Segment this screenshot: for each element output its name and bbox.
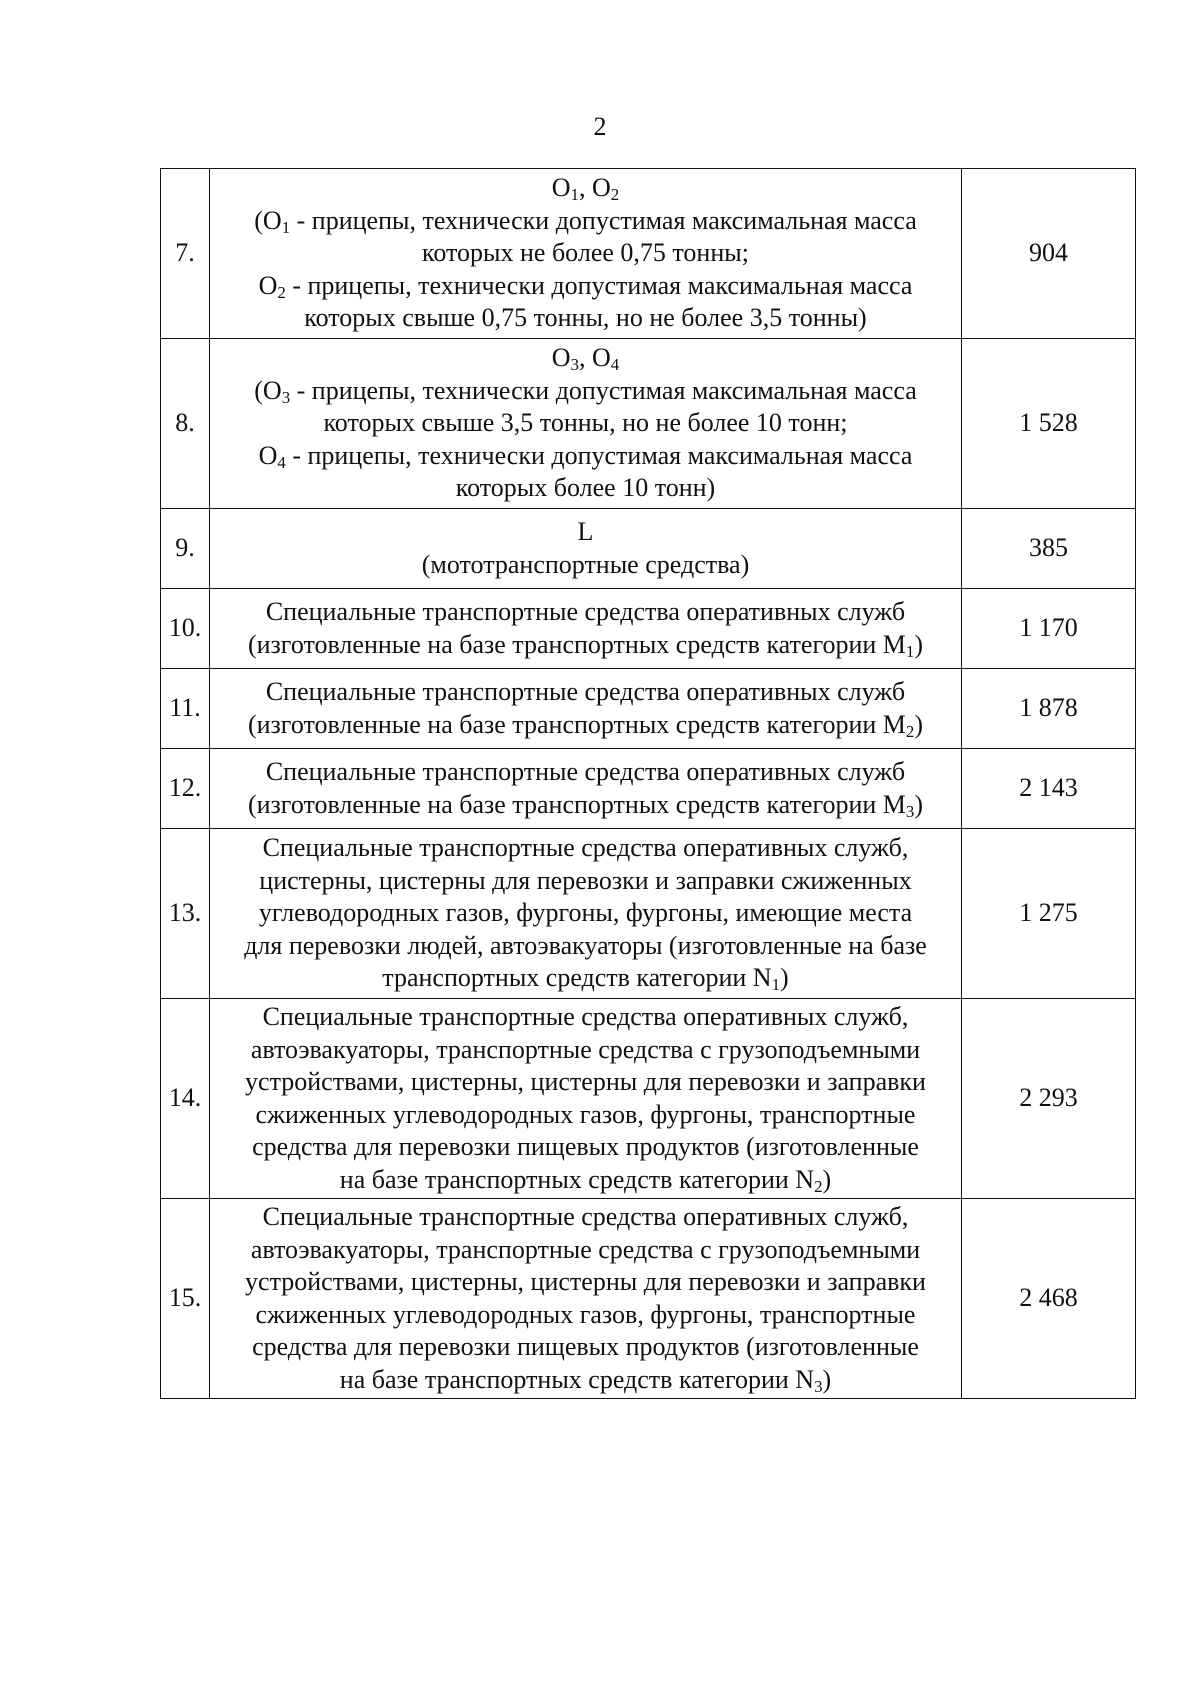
- description-text: Специальные транспортные средства оперативных служб,: [262, 833, 909, 863]
- description-text: которых не более 0,75 тонны;: [422, 238, 749, 268]
- description-line: [210, 270, 961, 303]
- row-number: 10.: [161, 589, 210, 669]
- description-line: [210, 516, 961, 549]
- description-text: которых свыше 0,75 тонны, но не более 3,5 тонны): [304, 303, 867, 333]
- description-text: - прицепы, технически допустимая максимальная масса: [290, 375, 917, 405]
- description-line: [210, 1066, 961, 1099]
- description-line: [210, 549, 961, 582]
- subscript-index: 2: [277, 282, 286, 302]
- description-text: средства для перевозки пищевых продуктов (изготовленные: [252, 1132, 919, 1161]
- description-text: автоэвакуаторы, транспортные средства с грузоподъемными: [250, 1234, 921, 1264]
- description-text: Специальные транспортные средства оперативных служб: [265, 597, 906, 626]
- description-line: [210, 1131, 961, 1164]
- description-line: [210, 1034, 961, 1067]
- description-text: ): [822, 1164, 832, 1194]
- description-text: средства для перевозки пищевых продуктов (изготовленные: [252, 1332, 919, 1361]
- description-line: [210, 1234, 961, 1267]
- description-text: для перевозки людей, автоэвакуаторы (изготовленные на базе: [244, 930, 927, 960]
- description-line: [210, 832, 961, 865]
- fee-value: 904: [962, 169, 1136, 339]
- row-number: 11.: [161, 669, 210, 749]
- fee-value: 2 293: [962, 999, 1136, 1199]
- vehicle-category-description: [210, 339, 962, 509]
- description-text: , O: [579, 173, 611, 203]
- vehicle-category-description: [210, 169, 962, 339]
- description-line: [210, 1099, 961, 1132]
- description-text: на базе транспортных средств категории N: [339, 1364, 815, 1394]
- fee-value: 1 878: [962, 669, 1136, 749]
- description-line: [210, 172, 961, 205]
- table-row: [161, 589, 1136, 669]
- description-text: ): [780, 963, 789, 993]
- description-text: цистерны, цистерны для перевозки и заправки сжиженных: [259, 865, 912, 895]
- description-line: [210, 756, 961, 789]
- description-text: Специальные транспортные средства оперативных служб: [265, 757, 906, 786]
- description-line: [210, 472, 961, 505]
- description-text: O: [551, 173, 571, 203]
- description-text: Специальные транспортные средства оперативных служб,: [262, 1202, 909, 1231]
- fee-value: 1 170: [962, 589, 1136, 669]
- description-text: - прицепы, технически допустимая максимальная масса: [285, 440, 913, 470]
- description-text: O: [258, 270, 278, 300]
- description-line: [210, 1164, 961, 1197]
- vehicle-category-description: [210, 749, 962, 829]
- subscript-index: 3: [814, 1376, 823, 1396]
- row-number: 13.: [161, 829, 210, 999]
- description-text: (O: [254, 205, 282, 235]
- description-line: [210, 1331, 961, 1364]
- description-text: устройствами, цистерны, цистерны для перевозки и заправки: [245, 1267, 926, 1296]
- subscript-index: 2: [905, 721, 915, 741]
- description-text: устройствами, цистерны, цистерны для перевозки и заправки: [245, 1067, 926, 1096]
- description-line: [210, 342, 961, 375]
- description-text: транспортных средств категории N: [382, 963, 772, 993]
- description-line: [210, 237, 961, 270]
- description-line: [210, 596, 961, 629]
- description-text: - прицепы, технически допустимая максимальная масса: [285, 270, 913, 300]
- tariff-table: [160, 168, 1136, 1399]
- fee-value: 1 528: [962, 339, 1136, 509]
- description-text: Специальные транспортные средства оперативных служб: [265, 677, 906, 706]
- subscript-index: 3: [905, 801, 915, 821]
- description-line: [210, 1364, 961, 1397]
- subscript-index: 2: [610, 185, 620, 205]
- description-line: [210, 1001, 961, 1034]
- description-line: [210, 629, 961, 662]
- subscript-index: 3: [281, 387, 291, 407]
- description-text: O: [551, 343, 571, 373]
- table-row: [161, 339, 1136, 509]
- subscript-index: 4: [610, 355, 620, 375]
- description-text: на базе транспортных средств категории N: [339, 1164, 815, 1194]
- vehicle-category-description: [210, 589, 962, 669]
- description-text: ): [914, 789, 924, 819]
- row-number: 8.: [161, 339, 210, 509]
- description-line: [210, 375, 961, 408]
- vehicle-category-description: [210, 999, 962, 1199]
- description-text: (изготовленные на базе транспортных средств категории M: [247, 709, 906, 739]
- fee-value: 2 468: [962, 1199, 1136, 1399]
- description-line: [210, 897, 961, 930]
- description-line: [210, 302, 961, 335]
- page-number: 2: [593, 112, 607, 141]
- description-line: [210, 1266, 961, 1299]
- table-row: [161, 749, 1136, 829]
- vehicle-category-description: [210, 1199, 962, 1399]
- description-text: углеводородных газов, фургоны, фургоны, имеющие места: [258, 898, 913, 928]
- row-number: 7.: [161, 169, 210, 339]
- fee-value: 1 275: [962, 829, 1136, 999]
- description-line: [210, 1299, 961, 1332]
- row-number: 14.: [161, 999, 210, 1199]
- description-line: [210, 205, 961, 238]
- description-line: [210, 865, 961, 898]
- description-text: ): [914, 709, 924, 739]
- table-row: [161, 1199, 1136, 1399]
- description-line: [210, 407, 961, 440]
- table-row: [161, 669, 1136, 749]
- subscript-index: 1: [905, 641, 915, 661]
- subscript-index: 4: [277, 452, 286, 472]
- subscript-index: 2: [814, 1176, 823, 1196]
- row-number: 9.: [161, 509, 210, 589]
- description-line: [210, 962, 961, 995]
- vehicle-category-description: [210, 669, 962, 749]
- table-row: [161, 169, 1136, 339]
- description-text: - прицепы, технически допустимая максимальная масса: [290, 205, 917, 235]
- description-text: (изготовленные на базе транспортных средств категории M: [247, 629, 906, 659]
- description-text: Специальные транспортные средства оперативных служб,: [262, 1002, 909, 1031]
- row-number: 12.: [161, 749, 210, 829]
- vehicle-category-description: [210, 509, 962, 589]
- fee-value: 2 143: [962, 749, 1136, 829]
- description-text: O: [258, 440, 278, 470]
- description-line: [210, 676, 961, 709]
- description-text: ): [914, 629, 924, 659]
- description-line: [210, 1201, 961, 1234]
- subscript-index: 3: [570, 355, 579, 375]
- description-line: [210, 440, 961, 473]
- description-text: ): [822, 1364, 832, 1394]
- subscript-index: 1: [281, 217, 291, 237]
- table-row: [161, 509, 1136, 589]
- subscript-index: 1: [771, 975, 781, 995]
- description-text: , O: [579, 343, 611, 373]
- fee-value: 385: [962, 509, 1136, 589]
- subscript-index: 1: [570, 185, 579, 205]
- description-text: сжиженных углеводородных газов, фургоны, транспортные: [255, 1099, 916, 1129]
- row-number: 15.: [161, 1199, 210, 1399]
- description-line: [210, 789, 961, 822]
- description-text: (мототранспортные средства): [421, 549, 750, 579]
- vehicle-category-description: [210, 829, 962, 999]
- table-row: [161, 829, 1136, 999]
- tariff-table-body: [161, 169, 1136, 1399]
- description-text: автоэвакуаторы, транспортные средства с грузоподъемными: [250, 1034, 921, 1064]
- description-text: (изготовленные на базе транспортных средств категории M: [247, 789, 906, 819]
- description-text: которых более 10 тонн): [455, 473, 716, 503]
- description-text: L: [577, 517, 594, 546]
- table-row: [161, 999, 1136, 1199]
- description-line: [210, 709, 961, 742]
- description-line: [210, 930, 961, 963]
- description-text: (O: [254, 375, 282, 405]
- description-text: которых свыше 3,5 тонны, но не более 10 тонн;: [323, 408, 848, 438]
- description-text: сжиженных углеводородных газов, фургоны, транспортные: [255, 1299, 916, 1329]
